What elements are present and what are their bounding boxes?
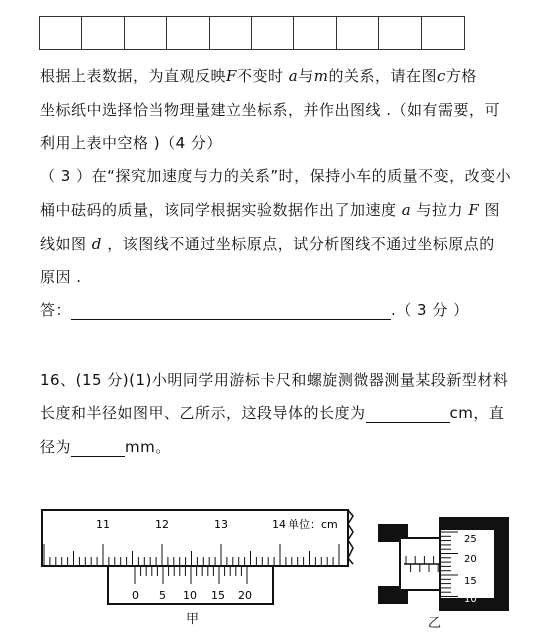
text-line-3: 利用上表中空格 )（4 分） [40, 134, 222, 152]
text-line-8: 答： .（ 3 分 ） [40, 301, 469, 319]
vernier-tick-label-10: 10 [183, 589, 197, 602]
micrometer-figure [370, 514, 516, 614]
diameter-blank[interactable] [71, 440, 125, 457]
data-table-grid [39, 16, 465, 50]
text-line-7: 原因 . [40, 268, 82, 286]
text-line-9: 16、(15 分)(1)小明同学用游标卡尺和螺旋测微器测量某段新型材料 [40, 371, 509, 389]
main-scale-ticks [44, 544, 339, 566]
length-blank[interactable] [366, 406, 450, 423]
main-tick-label-12: 12 [155, 518, 169, 531]
thimble-label-10: 10 [464, 594, 477, 605]
thimble-top-band [440, 518, 508, 530]
caption-yi: 乙 [428, 616, 442, 631]
thimble-label-15: 15 [464, 576, 477, 587]
caption-jia: 甲 [186, 612, 200, 627]
text-line-1: 根据上表数据，为直观反映F不变时 a与m的关系，请在图c方格 [40, 67, 477, 85]
vernier-scale-ticks [135, 566, 247, 584]
text-line-4: （ 3 ）在“探究加速度与力的关系”时，保持小车的质量不变，改变小 [40, 167, 512, 185]
thimble-dark-edge [494, 530, 508, 598]
thimble-label-20: 20 [464, 554, 477, 565]
unit-label: 单位：cm [288, 518, 338, 531]
main-tick-label-14: 14 [272, 518, 286, 531]
text-line-11: 径为 mm。 [40, 438, 171, 456]
text-line-5: 桶中砝码的质量，该同学根据实验数据作出了加速度 a 与拉力 F 图 [40, 201, 501, 219]
main-tick-label-11: 11 [96, 518, 110, 531]
main-tick-label-13: 13 [214, 518, 228, 531]
thimble-label-25: 25 [464, 534, 477, 545]
text-line-2: 坐标纸中选择恰当物理量建立坐标系，并作出图线 .（如有需要，可 [40, 101, 501, 119]
vernier-tick-label-15: 15 [211, 589, 225, 602]
vernier-tick-label-5: 5 [159, 589, 166, 602]
text-line-10: 长度和半径如图甲、乙所示，这段导体的长度为 cm，直 [40, 404, 505, 422]
vernier-tick-label-0: 0 [132, 589, 139, 602]
vernier-caliper-figure [38, 506, 354, 610]
vernier-tick-label-20: 20 [238, 589, 252, 602]
text-line-6: 线如图 d ，该图线不通过坐标原点，试分析图线不通过坐标原点的 [40, 235, 495, 253]
answer-blank[interactable] [71, 303, 391, 320]
